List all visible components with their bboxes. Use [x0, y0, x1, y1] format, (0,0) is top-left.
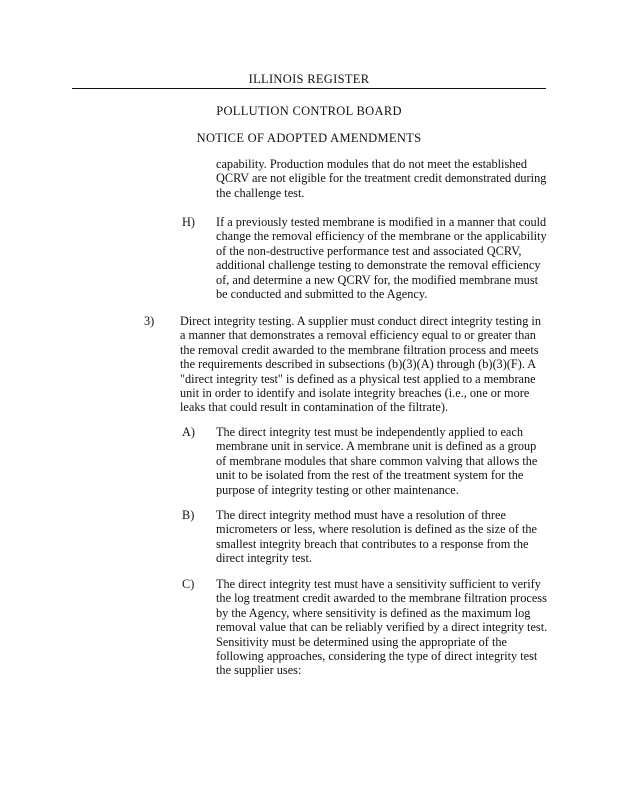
- text-line: capability. Production modules that do not meet the established: [216, 157, 528, 171]
- item-h-label: H): [182, 215, 195, 229]
- item-a-label: A): [182, 425, 195, 439]
- item-c-paragraph: [216, 577, 547, 678]
- text-line: purpose of integrity testing or other maintenance.: [216, 482, 459, 497]
- item-h-paragraph: [216, 215, 547, 301]
- text-line: of, and determine a new QCRV for, the modified membrane must: [216, 272, 539, 287]
- notice-title: NOTICE OF ADOPTED AMENDMENTS: [196, 131, 422, 145]
- item-b-label: B): [182, 508, 195, 522]
- text-line: the supplier uses:: [216, 663, 302, 678]
- text-line: direct integrity test.: [216, 551, 312, 566]
- text-line: the log treatment credit awarded to the membrane filtration process: [216, 591, 547, 606]
- text-line: the challenge test.: [216, 185, 305, 200]
- text-line: change the removal efficiency of the membrane or the applicability: [216, 229, 547, 244]
- text-line: membrane unit in service. A membrane unit is defined as a group: [216, 439, 537, 454]
- register-title: ILLINOIS REGISTER: [248, 72, 370, 86]
- item-3-paragraph: [180, 314, 541, 415]
- item-3-label: 3): [144, 314, 155, 328]
- text-line: the removal credit awarded to the membrane filtration process and meets: [180, 342, 539, 357]
- text-line: QCRV are not eligible for the treatment credit demonstrated during: [216, 171, 547, 186]
- text-line: of membrane modules that share common valving that allows the: [216, 453, 538, 468]
- text-line: The direct integrity test must have a sensitivity sufficient to verify: [216, 577, 541, 591]
- text-line: micrometers or less, where resolution is defined as the size of the: [216, 522, 537, 537]
- text-line: by the Agency, where sensitivity is defined as the maximum log: [216, 605, 531, 620]
- item-c-label: C): [182, 577, 195, 591]
- text-line: additional challenge testing to demonstrate the removal efficiency: [216, 258, 541, 273]
- text-line: The direct integrity method must have a resolution of three: [216, 508, 506, 522]
- text-line: smallest integrity breach that contributes to a response from the: [216, 536, 529, 551]
- item-b-paragraph: [216, 508, 537, 566]
- text-line: a manner that demonstrates a removal efficiency equal to or greater than: [180, 328, 536, 343]
- header-rule: [72, 88, 546, 89]
- text-line: Sensitivity must be determined using the appropriate of the: [216, 634, 507, 649]
- text-line: The direct integrity test must be independently applied to each: [216, 425, 523, 439]
- text-line: leaks that could result in contamination of the filtrate).: [180, 400, 449, 415]
- text-line: unit in order to identify and isolate integrity breaches (i.e., one or more: [180, 386, 530, 401]
- text-line: Direct integrity testing. A supplier must conduct direct integrity testing in: [180, 314, 541, 328]
- text-line: unit to be isolated from the rest of the treatment system for the: [216, 468, 524, 483]
- item-a-paragraph: [216, 425, 537, 497]
- board-title: POLLUTION CONTROL BOARD: [216, 104, 402, 118]
- text-line: following approaches, considering the type of direct integrity test: [216, 649, 538, 664]
- text-line: If a previously tested membrane is modified in a manner that could: [216, 215, 547, 229]
- text-line: of the non-destructive performance test and associated QCRV,: [216, 243, 522, 258]
- text-line: "direct integrity test" is defined as a physical test applied to a membrane: [180, 371, 536, 386]
- text-line: the requirements described in subsections (b)(3)(A) through (b)(3)(F). A: [180, 357, 537, 372]
- text-line: removal value that can be reliably verified by a direct integrity test.: [216, 620, 548, 635]
- text-line: be conducted and submitted to the Agency.: [216, 287, 428, 302]
- continuation-paragraph: [216, 157, 546, 200]
